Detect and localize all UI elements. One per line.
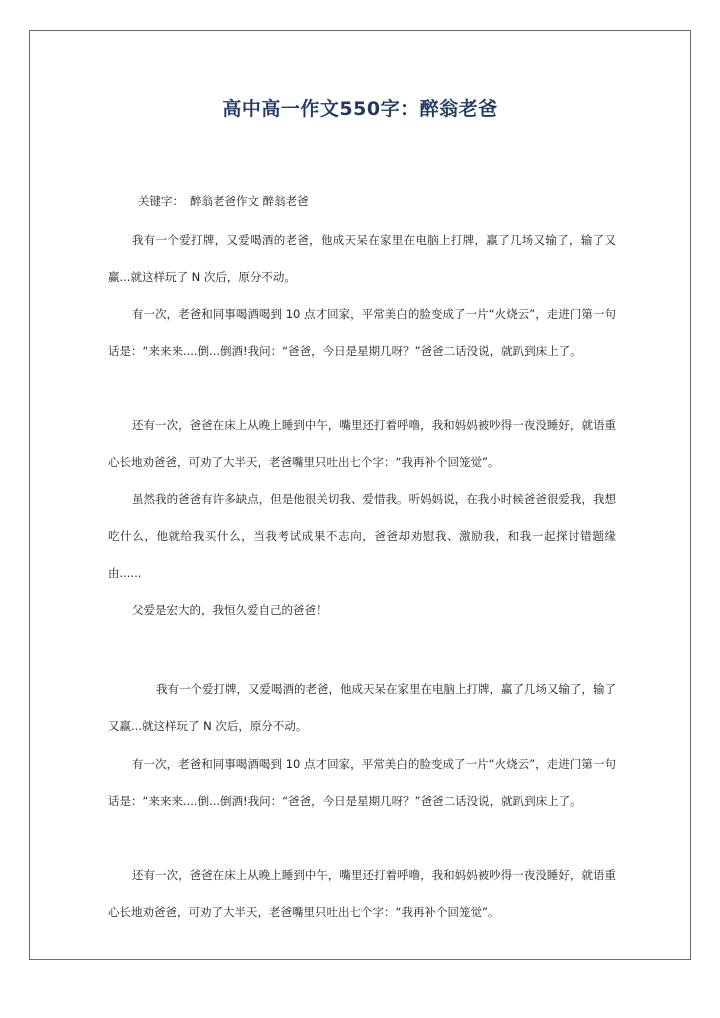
keywords-value: 醉翁老爸作文 醉翁老爸 <box>190 194 309 208</box>
paragraph: 虽然我的爸爸有许多缺点，但是他很关切我、爱惜我。听妈妈说，在我小时候爸爸很爱我，我想吃什么，他就给我买什么，当我考试成果不志向，爸爸却劝慰我、激励我，和我一起探讨错题缘由...... <box>108 492 616 580</box>
paragraph: 有一次，老爸和同事喝酒喝到 10 点才回家，平常美白的脸变成了一片“火烧云”，走进门第一句话是：“来来来....倒...倒酒!我问：“爸爸，今日是星期几呀？”爸爸二话没说，就趴到床上了。 <box>108 757 616 808</box>
paragraph: 还有一次，爸爸在床上从晚上睡到中午，嘴里还打着呼噜，我和妈妈被吵得一夜没睡好，就语重心长地劝爸爸，可劝了大半天，老爸嘴里只吐出七个字：“我再补个回笼觉”。 <box>108 868 616 919</box>
paragraph: 我有一个爱打牌，又爱喝酒的老爸，他成天呆在家里在电脑上打牌，赢了几场又输了，输了又赢...就这样玩了 N 次后，原分不动。 <box>108 682 616 733</box>
keywords-line <box>138 193 315 209</box>
paragraph: 我有一个爱打牌，又爱喝酒的老爸，他成天呆在家里在电脑上打牌，赢了几场又输了，输了又赢...就这样玩了 N 次后，原分不动。 <box>108 233 616 284</box>
keywords-label: 关键字： <box>138 194 184 208</box>
paragraph: 父爱是宏大的，我恒久爱自己的爸爸！ <box>132 603 328 617</box>
paragraph: 有一次，老爸和同事喝酒喝到 10 点才回家，平常美白的脸变成了一片“火烧云”，走进门第一句话是：“来来来....倒...倒酒!我问：“爸爸，今日是星期几呀？”爸爸二话没说，就趴到床上了。 <box>108 307 616 358</box>
paragraph: 还有一次，爸爸在床上从晚上睡到中午，嘴里还打着呼噜，我和妈妈被吵得一夜没睡好，就语重心长地劝爸爸，可劝了大半天，老爸嘴里只吐出七个字：“我再补个回笼觉”。 <box>108 418 616 469</box>
page-title: 高中高一作文550字：醉翁老爸 <box>222 98 498 120</box>
